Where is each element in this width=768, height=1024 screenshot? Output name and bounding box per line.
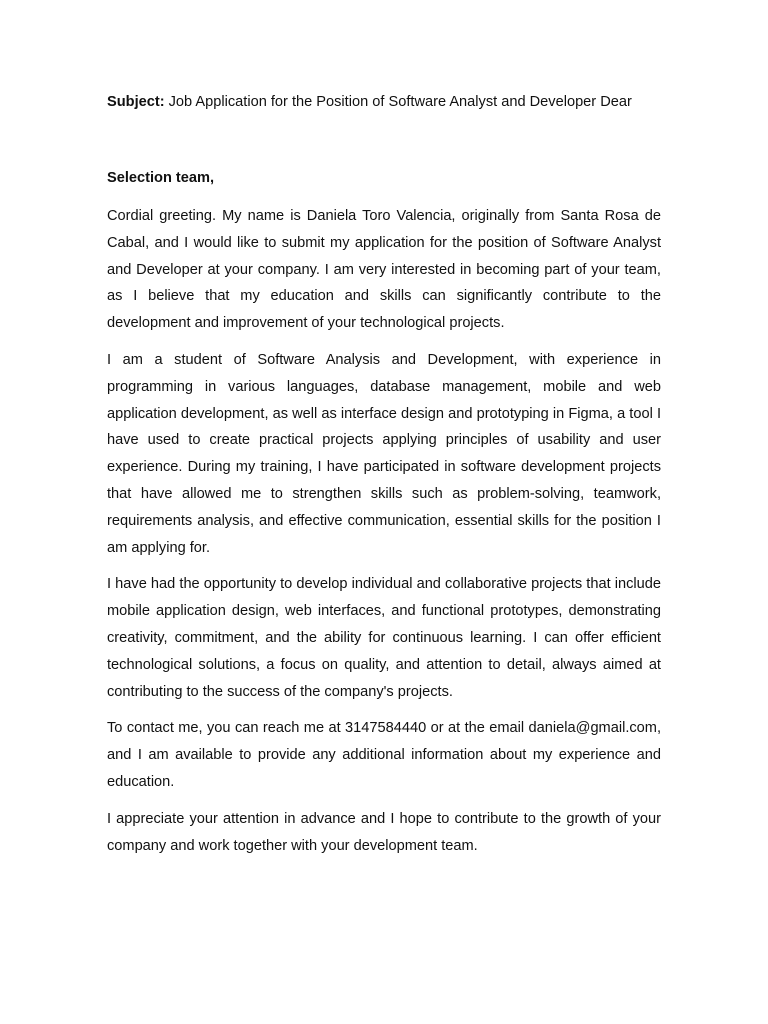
paragraph-closing: I appreciate your attention in advance and I hope to contribute to the growth of your company and work together with your development team.	[107, 810, 661, 854]
paragraph-greeting: Cordial greeting. My name is Daniela Toro Valencia, originally from Santa Rosa de Cabal, and I would like to submit my application for the position of Software Analyst and Developer at your company. I am very interested in becoming part of your team, as I believe that my education and skills can significantly contribute to the development and improvement of your technological projects.	[107, 208, 661, 332]
paragraph-experience: I am a student of Software Analysis and Development, with experience in programming in various languages, database management, mobile and web application development, as well as interface design and prototyping in Figma, a tool I have used to create practical projects applying principles of usability and user experience. During my training, I have participated in software development projects that have allowed me to strengthen skills such as problem-solving, teamwork, requirements analysis, and effective communication, essential skills for the position I am applying for.	[107, 351, 661, 556]
paragraph-projects: I have had the opportunity to develop individual and collaborative projects that include mobile application design, web interfaces, and functional prototypes, demonstrating creativity, commitment, and the ability for continuous learning. I can offer efficient technological solutions, a focus on quality, and attention to detail, always aimed at contributing to the success of the company's projects.	[107, 576, 661, 700]
subject-line	[107, 89, 661, 116]
salutation: Selection team,	[107, 169, 215, 186]
subject-label: Subject:	[107, 94, 165, 110]
letter-body	[107, 89, 661, 859]
paragraph-contact: To contact me, you can reach me at 3147584440 or at the email daniela@gmail.com, and I am available to provide any additional information about my experience and education.	[107, 720, 661, 790]
subject-text: Job Application for the Position of Software Analyst and Developer Dear	[164, 94, 632, 110]
